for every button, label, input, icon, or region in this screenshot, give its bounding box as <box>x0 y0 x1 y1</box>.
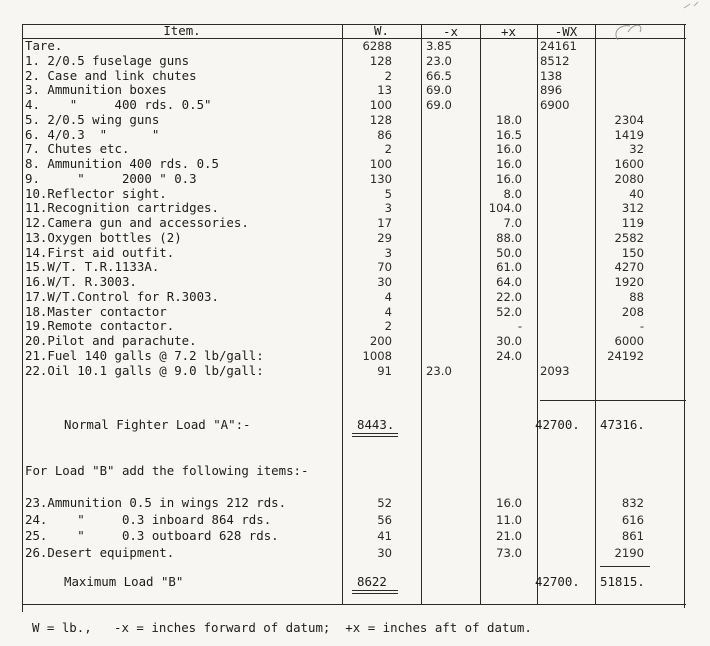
load-b-double-underline-2 <box>352 593 398 594</box>
row-x-aft: 61.0 <box>496 260 522 275</box>
row-wx-aft: 312 <box>621 201 644 216</box>
row-wx-fwd: 138 <box>540 68 563 83</box>
row-w: 6288 <box>362 39 392 53</box>
row-x-aft: 88.0 <box>496 230 522 245</box>
row-b-wx-aft: 861 <box>621 529 644 543</box>
row-item: 3. Ammunition boxes <box>25 82 167 98</box>
desert-wx-underline <box>600 566 650 567</box>
row-item: 6. 4/0.3 " " <box>25 126 160 142</box>
row-x-aft: - <box>517 319 522 334</box>
row-b-wx-aft: 832 <box>621 496 644 510</box>
row-w: 30 <box>377 275 392 289</box>
row-item: 11.Recognition cartridges. <box>25 200 219 216</box>
row-w: 2 <box>384 142 392 157</box>
row-item: 8. Ammunition 400 rds. 0.5 <box>25 156 219 171</box>
table-right-rule <box>684 24 685 608</box>
row-b-x-aft: 16.0 <box>496 496 522 510</box>
load-a-double-underline <box>352 433 398 434</box>
row-wx-aft: 6000 <box>614 334 644 348</box>
row-x-fwd: 3.85 <box>426 39 452 53</box>
row-b-item: 25. " 0.3 outboard 628 rds. <box>25 528 279 543</box>
load-b-wx-aft: 51815. <box>600 574 645 589</box>
load-b-intro: For Load "B" add the following items:- <box>25 463 309 478</box>
row-b-x-aft: 73.0 <box>496 545 522 560</box>
row-w: 86 <box>377 127 392 142</box>
row-x-fwd: 69.0 <box>426 98 452 112</box>
row-w: 130 <box>369 171 392 186</box>
row-x-fwd: 69.0 <box>426 83 452 98</box>
row-item: 10.Reflector sight. <box>25 185 167 201</box>
row-wx-aft: 208 <box>621 304 644 319</box>
row-x-aft: 30.0 <box>496 334 522 348</box>
row-wx-fwd: 896 <box>540 83 563 98</box>
row-item: Tare. <box>25 38 63 53</box>
row-wx-aft: 24192 <box>607 348 644 363</box>
row-item: 15.W/T. T.R.1133A. <box>25 259 160 275</box>
row-b-x-aft: 21.0 <box>496 529 522 543</box>
row-w: 100 <box>369 157 392 171</box>
row-wx-fwd: 8512 <box>540 53 570 68</box>
row-item: 20.Pilot and parachute. <box>25 333 197 348</box>
row-x-aft: 64.0 <box>496 275 522 289</box>
row-wx-fwd: 24161 <box>540 39 577 53</box>
row-wx-aft: 2080 <box>614 171 644 186</box>
row-item: 19.Remote contactor. <box>25 318 175 334</box>
row-wx-aft: 1920 <box>614 275 644 289</box>
row-x-aft: 22.0 <box>496 289 522 304</box>
row-x-aft: 24.0 <box>496 348 522 363</box>
load-b-double-underline <box>352 590 398 591</box>
row-wx-aft: 1419 <box>614 127 644 142</box>
row-wx-fwd: 6900 <box>540 98 570 112</box>
load-a-wx-aft: 47316. <box>600 417 645 432</box>
row-b-w: 41 <box>377 529 392 543</box>
row-x-fwd: 66.5 <box>426 68 452 83</box>
row-w: 128 <box>369 53 392 68</box>
load-a-label: Normal Fighter Load "A":- <box>64 417 251 432</box>
row-b-w: 56 <box>377 512 392 527</box>
row-w: 2 <box>384 319 392 334</box>
row-wx-aft: - <box>639 319 644 334</box>
row-x-aft: 18.0 <box>496 112 522 127</box>
row-item: 14.First aid outfit. <box>25 244 175 260</box>
header-x-aft: +x <box>501 24 516 39</box>
row-x-aft: 50.0 <box>496 245 522 260</box>
row-b-w: 30 <box>377 545 392 560</box>
row-item: 4. " 400 rds. 0.5" <box>25 97 212 112</box>
row-x-aft: 104.0 <box>488 201 522 216</box>
row-x-fwd: 23.0 <box>426 53 452 68</box>
row-item: 16.W/T. R.3003. <box>25 274 137 289</box>
row-wx-aft: 119 <box>621 216 644 230</box>
row-w: 3 <box>384 245 392 260</box>
row-w: 4 <box>384 304 392 319</box>
header-wx-fwd: -WX <box>554 24 578 39</box>
row-item: 12.Camera gun and accessories. <box>25 215 249 230</box>
load-a-double-underline-2 <box>352 436 398 437</box>
row-w: 70 <box>377 260 392 275</box>
load-a-weight: 8443. <box>357 417 395 432</box>
row-w: 128 <box>369 112 392 127</box>
row-x-aft: 16.5 <box>496 127 522 142</box>
row-wx-aft: 88 <box>629 289 644 304</box>
row-wx-aft: 150 <box>621 245 644 260</box>
row-w: 91 <box>377 363 392 378</box>
row-item: 17.W/T.Control for R.3003. <box>25 288 219 304</box>
row-b-item: 26.Desert equipment. <box>25 544 175 560</box>
col-x-fwd-rule <box>421 24 422 604</box>
row-item: 18.Master contactor <box>25 303 167 319</box>
row-item: 5. 2/0.5 wing guns <box>25 111 160 127</box>
row-x-aft: 16.0 <box>496 157 522 171</box>
row-x-aft: 16.0 <box>496 171 522 186</box>
row-wx-aft: 1600 <box>614 157 644 171</box>
pencil-scribble-icon <box>610 18 670 48</box>
row-item: 13.Oxygen bottles (2) <box>25 229 182 245</box>
row-w: 200 <box>369 334 392 348</box>
load-b-weight: 8622 <box>357 574 387 589</box>
row-b-w: 52 <box>377 496 392 510</box>
row-w: 17 <box>377 216 392 230</box>
row-wx-aft: 2304 <box>614 112 644 127</box>
row-item: 9. " 2000 " 0.3 <box>25 170 197 186</box>
row-wx-aft: 40 <box>629 186 644 201</box>
load-b-wx-fwd: 42700. <box>535 574 580 589</box>
table-bottom-rule <box>22 604 686 605</box>
row-w: 5 <box>384 186 392 201</box>
row-x-aft: 16.0 <box>496 142 522 157</box>
load-a-wx-fwd: 42700. <box>535 417 580 432</box>
row-w: 100 <box>369 98 392 112</box>
row-b-wx-aft: 616 <box>621 512 644 527</box>
row-b-x-aft: 11.0 <box>496 512 522 527</box>
row-item: 2. Case and link chutes <box>25 67 197 83</box>
row-wx-aft: 32 <box>629 142 644 157</box>
row-item: 22.Oil 10.1 galls @ 9.0 lb/gall: <box>25 362 264 378</box>
row-b-item: 23.Ammunition 0.5 in wings 212 rds. <box>25 495 287 510</box>
footer-legend: W = lb., -x = inches forward of datum; +x = inches aft of datum. <box>32 620 532 635</box>
row-w: 1008 <box>362 348 392 363</box>
row-w: 4 <box>384 289 392 304</box>
row-x-fwd: 23.0 <box>426 363 452 378</box>
row-item: 1. 2/0.5 fuselage guns <box>25 52 190 68</box>
header-item: Item. <box>163 23 201 38</box>
row-x-aft: 52.0 <box>496 304 522 319</box>
row-wx-aft: 2582 <box>614 230 644 245</box>
row-item: 7. Chutes etc. <box>25 141 130 157</box>
col-wx-fwd-rule <box>537 24 538 604</box>
load-b-label: Maximum Load "B" <box>64 574 184 589</box>
table-left-rule <box>22 24 23 612</box>
corner-mark-icon <box>680 0 710 14</box>
row-x-aft: 8.0 <box>503 186 522 201</box>
row-w: 13 <box>377 83 392 98</box>
row-b-wx-aft: 2190 <box>614 545 644 560</box>
row-wx-aft: 4270 <box>614 260 644 275</box>
row-x-aft: 7.0 <box>503 216 522 230</box>
row-b-item: 24. " 0.3 inboard 864 rds. <box>25 511 272 527</box>
header-w: W. <box>374 23 389 38</box>
header-x-fwd: -x <box>443 24 458 39</box>
load-a-rule <box>540 400 686 401</box>
row-w: 29 <box>377 230 392 245</box>
row-wx-fwd: 2093 <box>540 363 570 378</box>
row-w: 2 <box>384 68 392 83</box>
row-item: 21.Fuel 140 galls @ 7.2 lb/gall: <box>25 347 264 363</box>
row-w: 3 <box>384 201 392 216</box>
